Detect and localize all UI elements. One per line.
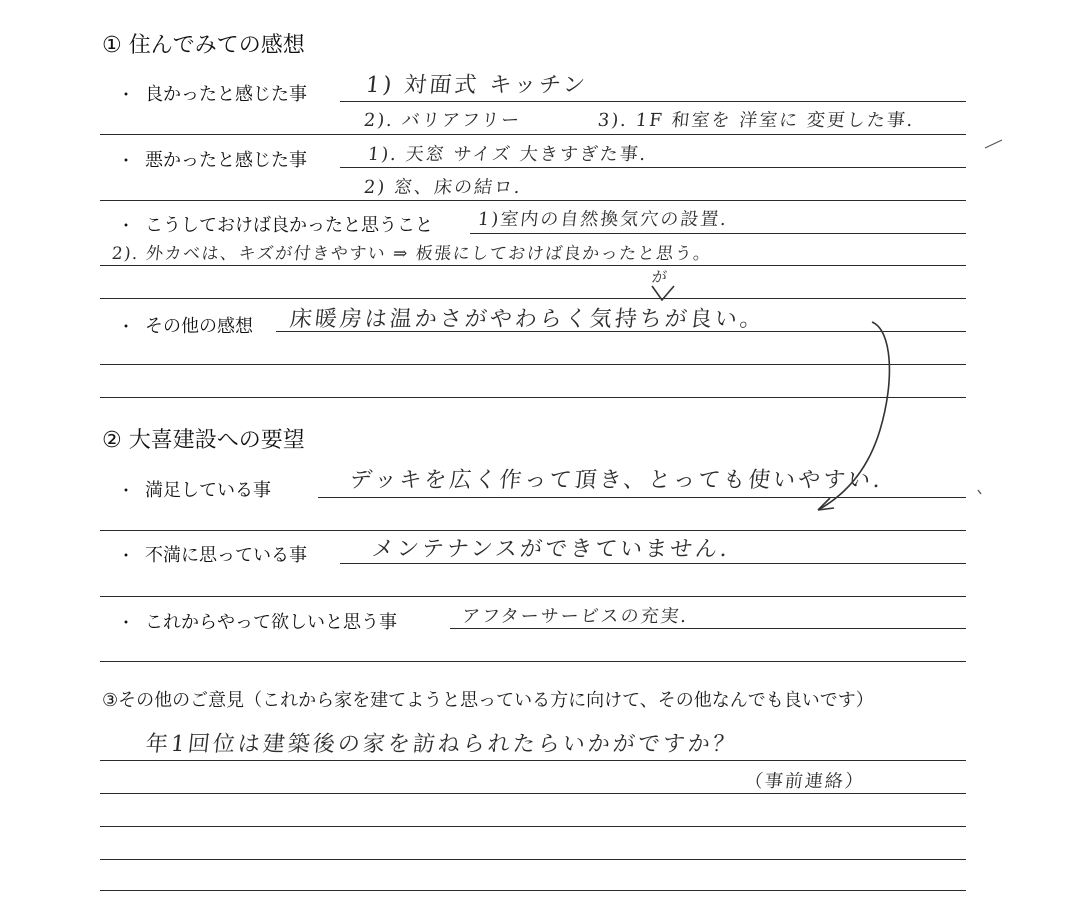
- answer-rule: [340, 101, 966, 102]
- answer-rule: [276, 331, 966, 332]
- answer-rule: [450, 628, 966, 629]
- answer-rule: [100, 890, 966, 891]
- future-requests-answer: アフターサービスの充実.: [460, 606, 690, 627]
- improvement-answer-1: 1)室内の自然換気穴の設置.: [476, 209, 730, 230]
- answer-rule: [100, 826, 966, 827]
- answer-rule: [100, 530, 966, 531]
- good-points-label: 良かったと感じた事: [145, 84, 307, 105]
- improvement-label: こうしておけば良かったと思うこと: [145, 215, 433, 236]
- pen-mark: [985, 140, 1002, 148]
- bullet: ・: [118, 317, 135, 336]
- bullet: ・: [118, 481, 135, 500]
- good-points-answer-3: 3). 1F 和室を 洋室に 変更した事.: [596, 110, 916, 131]
- section-3-title: ③その他のご意見（これから家を建てようと思っている方に向けて、その他なんでも良いです）: [102, 690, 874, 711]
- answer-rule: [100, 397, 966, 398]
- answer-rule: [100, 265, 966, 266]
- answer-rule: [100, 200, 966, 201]
- answer-rule: [100, 760, 966, 761]
- answer-rule: [100, 859, 966, 860]
- section-2-title: ② 大喜建設への要望: [102, 428, 305, 453]
- answer-rule: [100, 134, 966, 135]
- pen-mark: [978, 490, 981, 494]
- answer-rule: [470, 233, 966, 234]
- satisfied-answer: デッキを広く作って頂き、とっても使いやすい.: [348, 468, 885, 493]
- bad-points-answer-1: 1). 天窓 サイズ 大きすぎた事.: [366, 144, 649, 165]
- bullet: ・: [118, 613, 135, 632]
- answer-rule: [100, 661, 966, 662]
- bullet: ・: [118, 151, 135, 170]
- other-opinions-answer-1: 年1回位は建築後の家を訪ねられたらいかがですか？: [144, 732, 740, 757]
- answer-rule: [340, 563, 966, 564]
- future-requests-label: これからやって欲しいと思う事: [145, 612, 397, 633]
- answer-rule: [100, 793, 966, 794]
- other-impressions-label: その他の感想: [145, 316, 253, 337]
- answer-rule: [340, 167, 966, 168]
- answer-rule: [100, 596, 966, 597]
- section-1-title: ① 住んでみての感想: [102, 33, 305, 58]
- dissatisfied-label: 不満に思っている事: [145, 545, 307, 566]
- bullet: ・: [118, 216, 135, 235]
- dissatisfied-answer: メンテナンスができていません.: [370, 537, 732, 562]
- improvement-answer-2: 2). 外カベは、キズが付きやすい ⇒ 板張にしておけば良かったと思う。: [110, 244, 713, 264]
- bullet: ・: [118, 85, 135, 104]
- bad-points-label: 悪かったと感じた事: [145, 150, 307, 171]
- arrowhead-icon: [818, 498, 834, 510]
- answer-rule: [100, 364, 966, 365]
- other-impressions-answer: 床暖房は温かさがやわらく気持ちが良い。: [288, 307, 767, 332]
- good-points-answer-1: 1) 対面式 キッチン: [364, 73, 590, 98]
- bad-points-answer-2: 2) 窓、床の結ロ.: [362, 177, 523, 198]
- satisfied-label: 満足している事: [145, 480, 271, 501]
- bullet: ・: [118, 546, 135, 565]
- insert-mark-text: が: [651, 268, 668, 286]
- answer-rule: [100, 298, 966, 299]
- other-opinions-answer-2: （事前連絡）: [743, 771, 866, 792]
- answer-rule: [318, 497, 966, 498]
- good-points-answer-2: 2). バリアフリー: [362, 110, 523, 131]
